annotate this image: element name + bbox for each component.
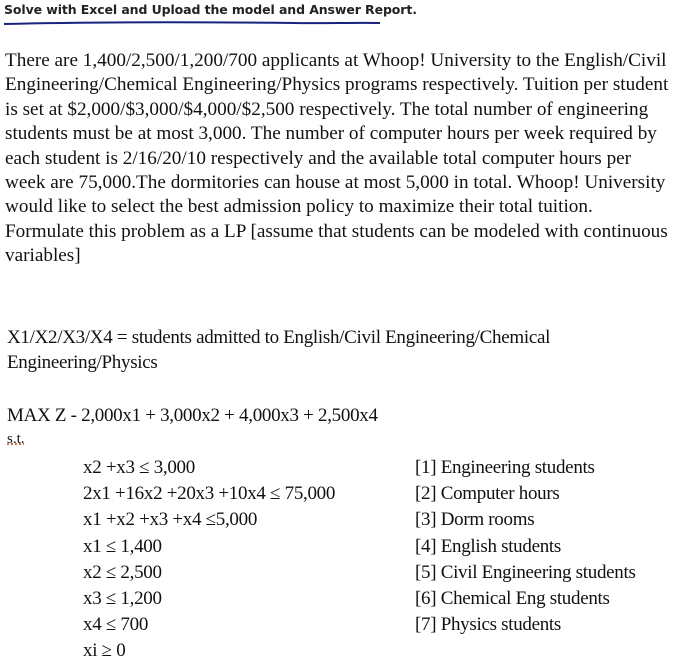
constraint-expression: x2 +x3 ≤ 3,000	[83, 457, 195, 478]
constraint-label: [4] English students	[415, 535, 561, 557]
variable-definition: X1/X2/X3/X4 = students admitted to English/Civil Engineering/Chemical Engineering/Physics	[7, 327, 551, 373]
constraint-label: [6] Chemical Eng students	[415, 587, 610, 609]
instruction-heading: Solve with Excel and Upload the model and Answer Report.	[4, 2, 417, 17]
constraint-labels	[415, 455, 636, 638]
constraint-label: [3] Dorm rooms	[415, 509, 535, 531]
constraint-expression: x2 ≤ 2,500	[83, 561, 162, 583]
subject-to-label: s.t.	[7, 431, 25, 447]
heading-underline	[4, 19, 380, 27]
problem-statement	[5, 49, 673, 269]
constraint-label: [5] Civil Engineering students	[415, 561, 636, 583]
constraint-label: [2] Computer hours	[415, 483, 560, 505]
constraint-label: [7] Physics students	[415, 614, 562, 636]
problem-paragraph: There are 1,400/2,500/1,200/700 applicants at Whoop! University to the English/Civil Engineering/Chemical Engineering/Physics programs respectively. Tuition per student is set at $2,000/$3,000/$4,000/$2,500 respectively. The total number of engineering students must be at most 3,000. The number of computer hours per week required by each student is 2/16/20/10 respectively and the available total computer hours per week are 75,000.The dormitories can house at most 5,000 in total. Whoop! University would like to select the best admission policy to maximize their total tuition.	[5, 50, 669, 218]
objective-function: MAX Z - 2,000x1 + 3,000x2 + 4,000x3 + 2,500x4	[7, 405, 378, 426]
problem-instruction: Formulate this problem as a LP [assume that students can be modeled with continuous variables]	[5, 220, 668, 267]
constraint-expression: x1 +x2 +x3 +x4 ≤5,000	[83, 509, 258, 531]
constraint-expression: 2x1 +16x2 +20x3 +10x4 ≤ 75,000	[83, 483, 336, 505]
constraint-expression: x1 ≤ 1,400	[83, 535, 162, 557]
constraint-expression: x3 ≤ 1,200	[83, 587, 162, 609]
constraint-expressions	[83, 455, 335, 665]
constraint-expression: xi ≥ 0	[83, 640, 126, 662]
constraint-expression: x4 ≤ 700	[83, 614, 149, 636]
constraint-label: [1] Engineering students	[415, 457, 595, 478]
